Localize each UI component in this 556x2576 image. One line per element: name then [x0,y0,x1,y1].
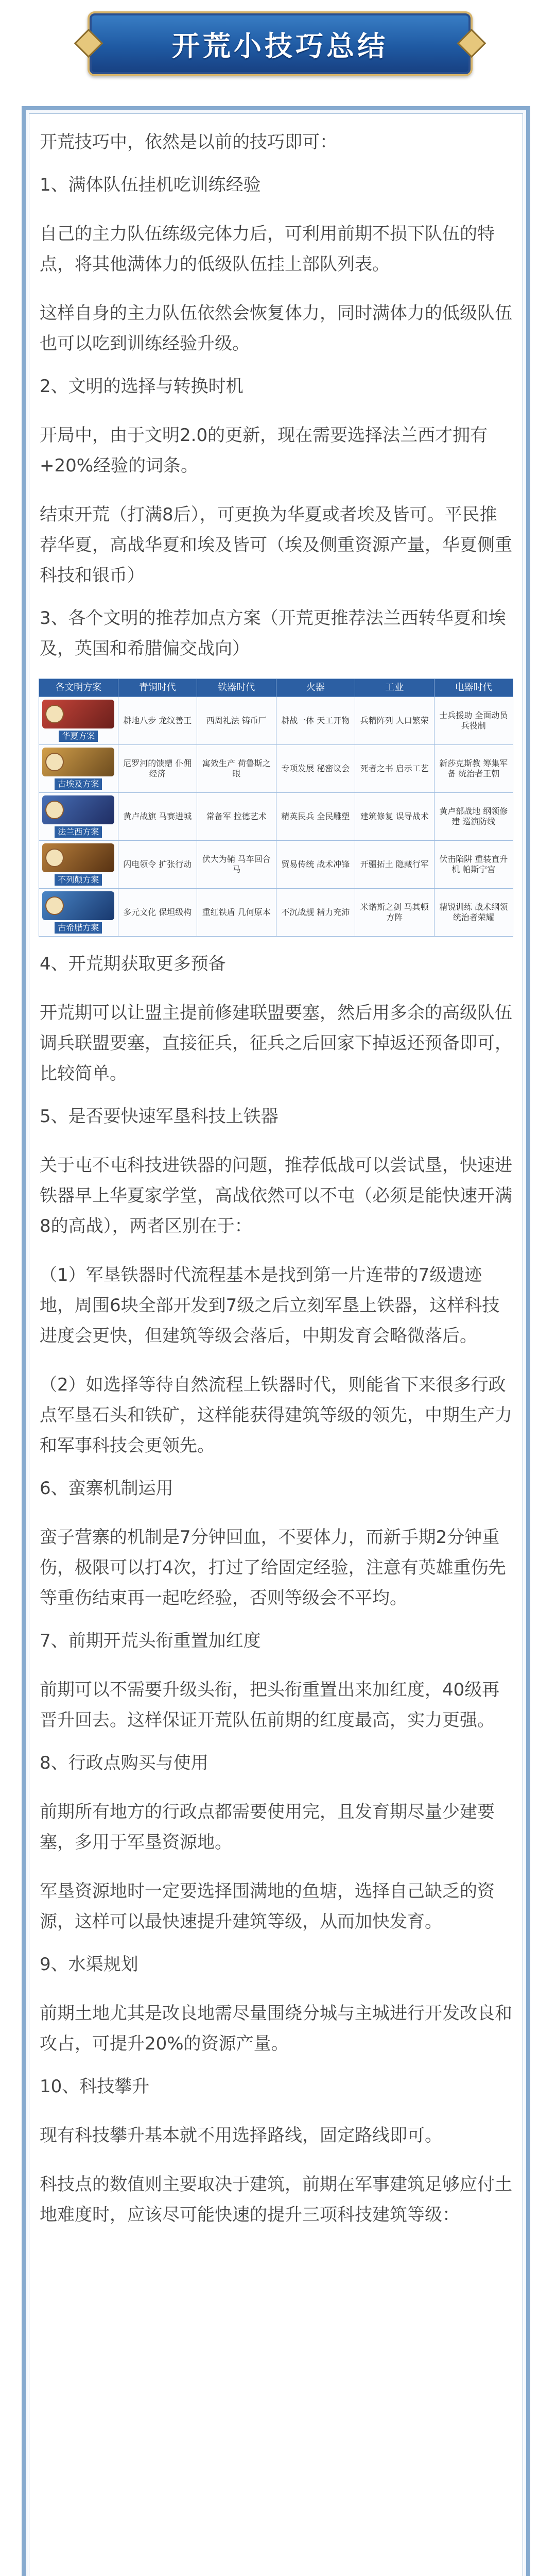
paragraph: 军垦资源地时一定要选择围满地的鱼塘，选择自己缺乏的资源，这样可以最快速提升建筑等级，从而加快发育。 [40,1881,495,1932]
civ-name: 古希腊方案 [55,922,102,934]
table-row [39,793,513,841]
table-cell: 士兵援助 全面动员 兵役制 [434,697,513,745]
table-header: 各文明方案 [39,679,118,697]
table-cell: 寓效生产 荷鲁斯之眼 [197,745,276,793]
paragraph: 蛮子营寨的机制是7分钟回血，不要体力，而新手期2分钟重伤，极限可以打4次，打过了给固定经验，注意有英雄重伤先等重伤结束再一起吃经验，否则等级会不平均。 [40,1527,506,1608]
civilization-emblem-icon [42,795,114,824]
table-cell: 耕战一体 天工开物 [276,697,355,745]
table-header: 电器时代 [434,679,513,697]
section-heading-8: 8、行政点购买与使用 [40,1753,208,1773]
table-cell: 黄卢部战地 纲领修建 巡演防线 [434,793,513,841]
content-panel-inner [29,113,523,2576]
table-cell: 贸易传统 战术冲锋 [276,841,355,889]
paragraph: （2）如选择等待自然流程上铁器时代，则能省下来很多行政点军垦石头和铁矿，这样能获得建筑等级的领先，中期生产力和军事科技会更领先。 [40,1375,512,1456]
table-cell: 多元文化 保坦级构 [118,889,197,937]
table-cell: 闪电领令 扩张行动 [118,841,197,889]
table-cell: 耕地八步 龙纹善王 [118,697,197,745]
table-cell: 死者之书 启示工艺 [355,745,435,793]
section-heading-7: 7、前期开荒头衔重置加红度 [40,1631,261,1651]
section-heading-10: 10、科技攀升 [40,2076,150,2097]
civ-name: 华夏方案 [59,731,98,742]
paragraph: 开荒期可以让盟主提前修建联盟要塞，然后用多余的高级队伍调兵联盟要塞，直接征兵，征兵之后回家下掉返还预备即可，比较简单。 [40,1003,512,1084]
page-title: 开荒小技巧总结 [172,29,388,62]
paragraph: （1）军垦铁器时代流程基本是找到第一片连带的7级遗迹地，周围6块全部开发到7级之后立刻军垦上铁器，这样科技进度会更快，但建筑等级会落后，中期发育会略微落后。 [40,1265,500,1346]
table-cell: 开疆拓土 隐藏行军 [355,841,435,889]
section-heading-9: 9、水渠规划 [40,1954,138,1975]
section-heading-4: 4、开荒期获取更多预备 [40,954,226,974]
table-header: 青铜时代 [118,679,197,697]
header-banner [0,0,556,83]
table-cell: 尼罗河的馈赠 仆佣经济 [118,745,197,793]
paragraph: 这样自身的主力队伍依然会恢复体力，同时满体力的低级队伍也可以吃到训练经验升级。 [40,303,512,354]
paragraph: 现有科技攀升基本就不用选择路线，固定路线即可。 [40,2125,442,2146]
section-heading-3: 3、各个文明的推荐加点方案（开荒更推荐法兰西转华夏和埃及，英国和希腊偏交战向） [40,608,506,659]
paragraph: 结束开荒（打满8后），可更换为华夏或者埃及皆可。平民推荐华夏，高战华夏和埃及皆可（埃及侧重资源产量，华夏侧重科技和银币） [40,504,512,586]
civilization-emblem-icon [42,700,114,728]
table-cell: 精英民兵 全民雕塑 [276,793,355,841]
civilization-emblem-icon [42,748,114,776]
table-cell: 西周礼法 铸币厂 [197,697,276,745]
table-cell: 专项发展 秘密议会 [276,745,355,793]
civilization-emblem-icon [42,843,114,872]
civ-name: 古埃及方案 [55,778,102,790]
section-heading-1: 1、满体队伍挂机吃训练经验 [40,175,261,195]
table-cell: 常备军 拉德艺术 [197,793,276,841]
table-header: 铁器时代 [197,679,276,697]
table-row [39,889,513,937]
table-header: 火器 [276,679,355,697]
paragraph: 开局中，由于文明2.0的更新，现在需要选择法兰西才拥有+20%经验的词条。 [40,425,488,476]
table-cell: 黄卢战旗 马赛进城 [118,793,197,841]
content-panel [22,106,530,2576]
table-row [39,841,513,889]
table-header: 工业 [355,679,435,697]
table-cell: 精锐训练 战术纲领 统治者荣耀 [434,889,513,937]
civ-name: 不列颠方案 [55,874,102,886]
paragraph: 自己的主力队伍练级完体力后，可利用前期不损下队伍的特点，将其他满体力的低级队伍挂上部队列表。 [40,224,495,275]
table-cell: 重红铁盾 几何原本 [197,889,276,937]
paragraph: 科技点的数值则主要取决于建筑，前期在军事建筑足够应付土地难度时，应该尽可能快速的提升三项科技建筑等级： [40,2174,512,2225]
paragraph-intro: 开荒技巧中，依然是以前的技巧即可： [40,132,337,152]
table-cell: 不沉战舰 精力充沛 [276,889,355,937]
section-heading-2: 2、文明的选择与转换时机 [40,376,244,397]
table-row [39,745,513,793]
table-cell: 新莎克斯教 筹集军备 统治者王朝 [434,745,513,793]
table-cell: 建筑修复 误导战术 [355,793,435,841]
table-cell: 伏大为鞘 马车回合马 [197,841,276,889]
table-cell: 米诺斯之剑 马其顿方阵 [355,889,435,937]
table-cell: 兵精阵列 人口繁荣 [355,697,435,745]
paragraph: 关于屯不屯科技进铁器的问题，推荐低战可以尝试垦，快速进铁器早上华夏家学堂，高战依然可以不屯（必须是能快速开满8的高战），两者区别在于： [40,1155,512,1236]
civilization-plan-table [39,679,513,937]
paragraph: 前期土地尤其是改良地需尽量围绕分城与主城进行开发改良和攻占，可提升20%的资源产量。 [40,2003,512,2054]
paragraph: 前期所有地方的行政点都需要使用完，且发育期尽量少建要塞，多用于军垦资源地。 [40,1802,495,1853]
section-heading-6: 6、蛮寨机制运用 [40,1478,173,1499]
section-heading-5: 5、是否要快速军垦科技上铁器 [40,1106,279,1127]
civ-name: 法兰西方案 [55,826,102,838]
civilization-emblem-icon [42,891,114,920]
table-row [39,697,513,745]
paragraph: 前期可以不需要升级头衔，把头衔重置出来加红度，40级再晋升回去。这样保证开荒队伍前期的红度最高，实力更强。 [40,1680,500,1731]
title-ribbon [88,11,473,76]
table-cell: 伏击陷阱 重装直升机 帕斯宁宫 [434,841,513,889]
